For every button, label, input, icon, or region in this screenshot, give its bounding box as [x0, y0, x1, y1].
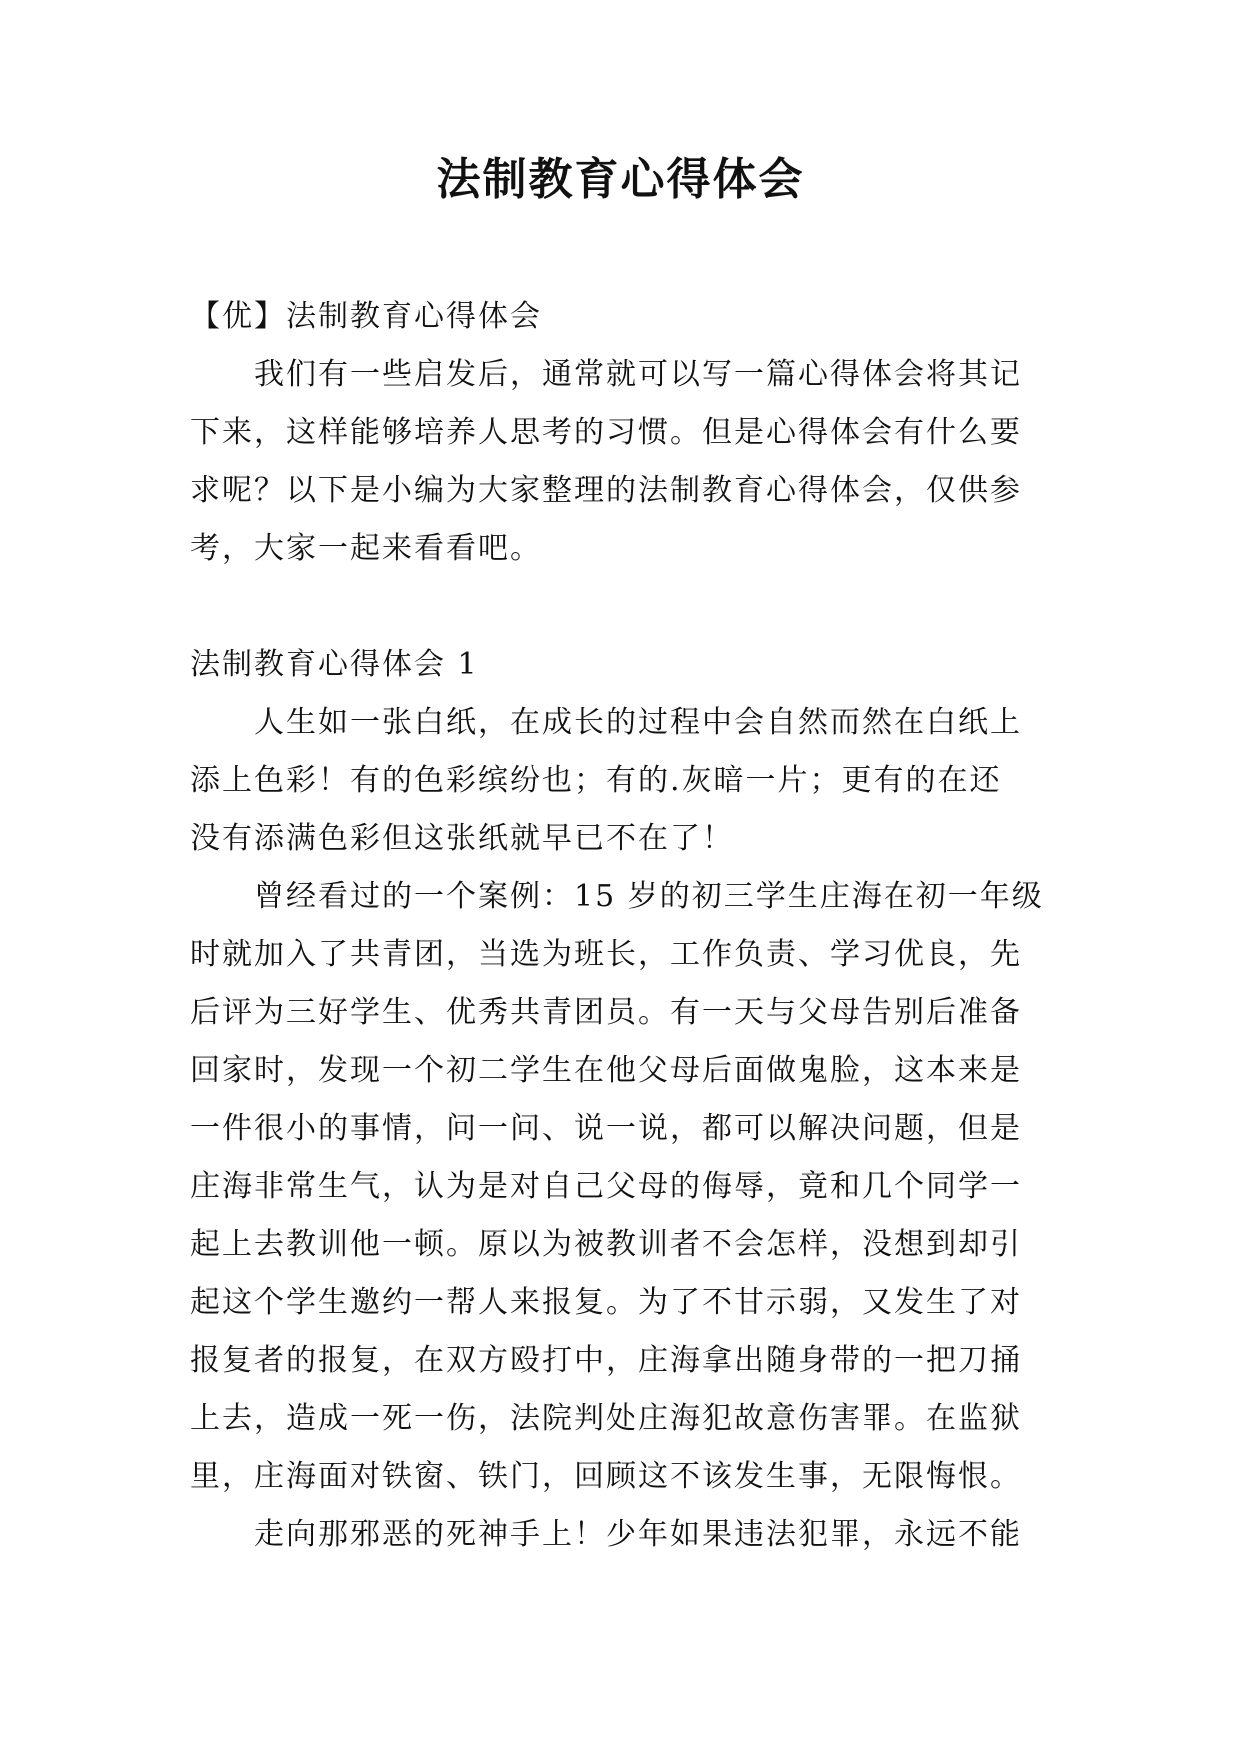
text-line: 起上去教训他一顿。原以为被教训者不会怎样，没想到却引	[190, 1227, 1022, 1262]
text-line: 考，大家一起来看看吧。	[190, 531, 542, 566]
document-subtitle: 【优】法制教育心得体会	[190, 299, 542, 334]
text-line: 人生如一张白纸，在成长的过程中会自然而然在白纸上	[254, 705, 1022, 740]
document-body	[190, 288, 1052, 1564]
text-line: 上去，造成一死一伤，法院判处庄海犯故意伤害罪。在监狱	[190, 1401, 1022, 1436]
text-line: 求呢？以下是小编为大家整理的法制教育心得体会，仅供参	[190, 473, 1022, 508]
paragraph-3	[190, 1506, 1052, 1564]
text-line: 下来，这样能够培养人思考的习惯。但是心得体会有什么要	[190, 415, 1022, 450]
text-line: 添上色彩！有的色彩缤纷也；有的.灰暗一片；更有的在还	[190, 763, 1002, 798]
text-line: 我们有一些启发后，通常就可以写一篇心得体会将其记	[254, 357, 1022, 392]
text-line: 回家时，发现一个初二学生在他父母后面做鬼脸，这本来是	[190, 1053, 1022, 1088]
document-title: 法制教育心得体会	[436, 154, 805, 205]
text-line: 报复者的报复，在双方殴打中，庄海拿出随身带的一把刀捅	[190, 1343, 1022, 1378]
text-line: 曾经看过的一个案例：15 岁的初三学生庄海在初一年级	[254, 879, 1044, 914]
paragraph-gap	[190, 578, 1052, 636]
paragraph-2	[190, 868, 1052, 1506]
section-heading: 法制教育心得体会 1	[190, 647, 479, 682]
text-line: 后评为三好学生、优秀共青团员。有一天与父母告别后准备	[190, 995, 1022, 1030]
text-line: 里，庄海面对铁窗、铁门，回顾这不该发生事，无限悔恨。	[190, 1459, 1022, 1494]
text-line: 一件很小的事情，问一问、说一说，都可以解决问题，但是	[190, 1111, 1022, 1146]
text-line: 时就加入了共青团，当选为班长，工作负责、学习优良，先	[190, 937, 1022, 972]
text-line: 没有添满色彩但这张纸就早已不在了！	[190, 821, 734, 856]
text-line: 起这个学生邀约一帮人来报复。为了不甘示弱，又发生了对	[190, 1285, 1022, 1320]
text-line: 走向那邪恶的死神手上！少年如果违法犯罪，永远不能	[254, 1517, 1022, 1552]
text-line: 庄海非常生气，认为是对自己父母的侮辱，竟和几个同学一	[190, 1169, 1022, 1204]
intro-paragraph	[190, 346, 1052, 578]
paragraph-1	[190, 694, 1052, 868]
